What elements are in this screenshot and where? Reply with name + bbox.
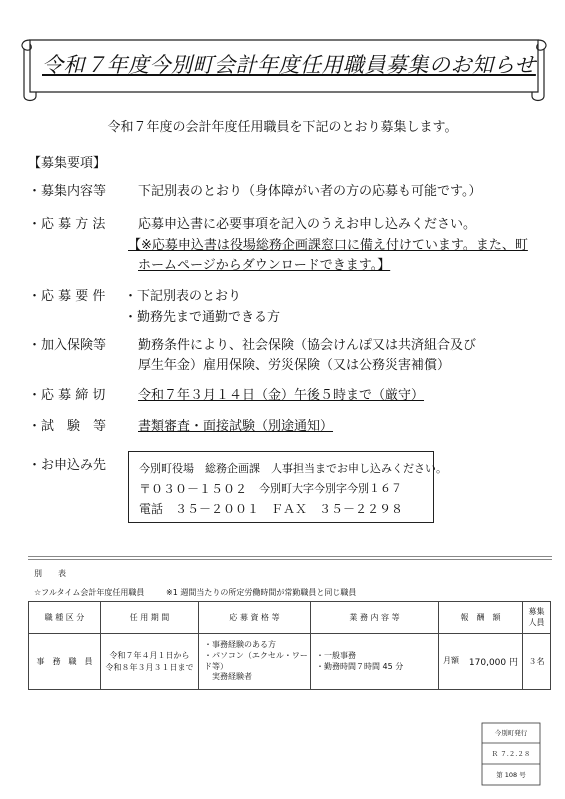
content-label: ・募集内容等 [28, 184, 107, 199]
table-caption: 別 表 [34, 569, 66, 578]
cell-duties [311, 634, 439, 690]
qual-line1: ・事務経験のある方 [204, 639, 276, 649]
header-duties: 業 務 内 容 等 [311, 602, 439, 634]
contact-box [128, 451, 447, 523]
insurance-line1: 勤務条件により、社会保険（協会けんぽ又は共済組合及び [138, 338, 477, 353]
separator-line [28, 556, 552, 560]
contact-address: 今別町大字今別字今別１６７ [259, 482, 402, 495]
insurance-line2: 厚生年金）雇用保険、労災保険（又は公務災害補償） [138, 358, 451, 373]
header-qualification: 応 募 資 格 等 [199, 602, 311, 634]
cell-pay [439, 634, 523, 690]
cell-qualification [199, 634, 311, 690]
content-text: 下記別表のとおり（身体障がい者の方の応募も可能です。） [138, 184, 482, 199]
pay-amount: 170,000 円 [468, 658, 518, 668]
method-line1: 応募申込書に必要事項を記入のうえお申し込みください。 [138, 217, 477, 232]
cell-period [101, 634, 199, 690]
duty-line2: ・勤務時間７時間 45 分 [316, 661, 404, 671]
cell-headcount: ３名 [523, 634, 551, 690]
page-title: 令和７年度今別町会計年度任用職員募集のお知らせ [42, 53, 536, 77]
header-category: 職 種 区 分 [29, 602, 101, 634]
section-heading: 【募集要項】 [28, 156, 107, 171]
requirements-line2: ・勤務先まで通勤できる方 [124, 310, 281, 325]
header-period: 任 用 期 間 [101, 602, 199, 634]
exam-text: 書類審査・面接試験（別途通知） [138, 419, 334, 434]
qual-line2: ・パソコン（エクセル・ワード等） [204, 650, 308, 671]
table-header-row [29, 602, 551, 634]
requirements-label: ・応 募 要 件 [28, 289, 106, 304]
stamp-issuer: 今別町発行 [494, 729, 528, 737]
period-start: 令和７年４月１日から [109, 651, 190, 661]
job-table [28, 601, 551, 690]
intro-text: 令和７年度の会計年度任用職員を下記のとおり募集します。 [107, 120, 458, 135]
contact-tel: 電話 ３５－２００１ ＦＡＸ ３５－２２９８ [139, 502, 404, 516]
period-end: 令和８年３月３１日まで [105, 662, 194, 672]
method-label: ・応 募 方 法 [28, 217, 106, 232]
cell-category: 事 務 職 員 [29, 634, 101, 690]
contact-line1: 今別町役場 総務企画課 人事担当までお申し込みください。 [139, 462, 447, 475]
stamp-number: 第 108 号 [496, 771, 526, 779]
method-line2: 【※応募申込書は役場総務企画課窓口に備え付けています。また、町 [128, 238, 528, 253]
method-line3: ホームページからダウンロードできます。】 [138, 258, 391, 273]
stamp-date: Ｒ ７.２.２８ [491, 750, 531, 758]
pay-unit: 月額 [443, 656, 459, 665]
contact-postal: 〒０３０－１５０２ [139, 482, 248, 496]
table-row [29, 634, 551, 690]
header-headcount: 募集人員 [523, 602, 551, 634]
requirements-line1: ・下記別表のとおり [124, 289, 242, 304]
exam-label: ・試 験 等 [28, 419, 107, 434]
apply-label: ・お申込み先 [28, 458, 107, 473]
deadline-text: 令和７年３月１４日（金）午後５時まで（厳守） [138, 388, 425, 403]
header-pay: 報 酬 額 [439, 602, 523, 634]
qual-line3: 実務経験者 [204, 672, 252, 682]
table-note: ※1 週間当たりの所定労働時間が常勤職員と同じ職員 [166, 588, 357, 597]
deadline-label: ・応 募 締 切 [28, 388, 106, 403]
insurance-label: ・加入保険等 [28, 338, 107, 353]
table-subtitle: ☆フルタイム会計年度任用職員 [34, 588, 145, 597]
duty-line1: ・一般事務 [316, 650, 356, 660]
